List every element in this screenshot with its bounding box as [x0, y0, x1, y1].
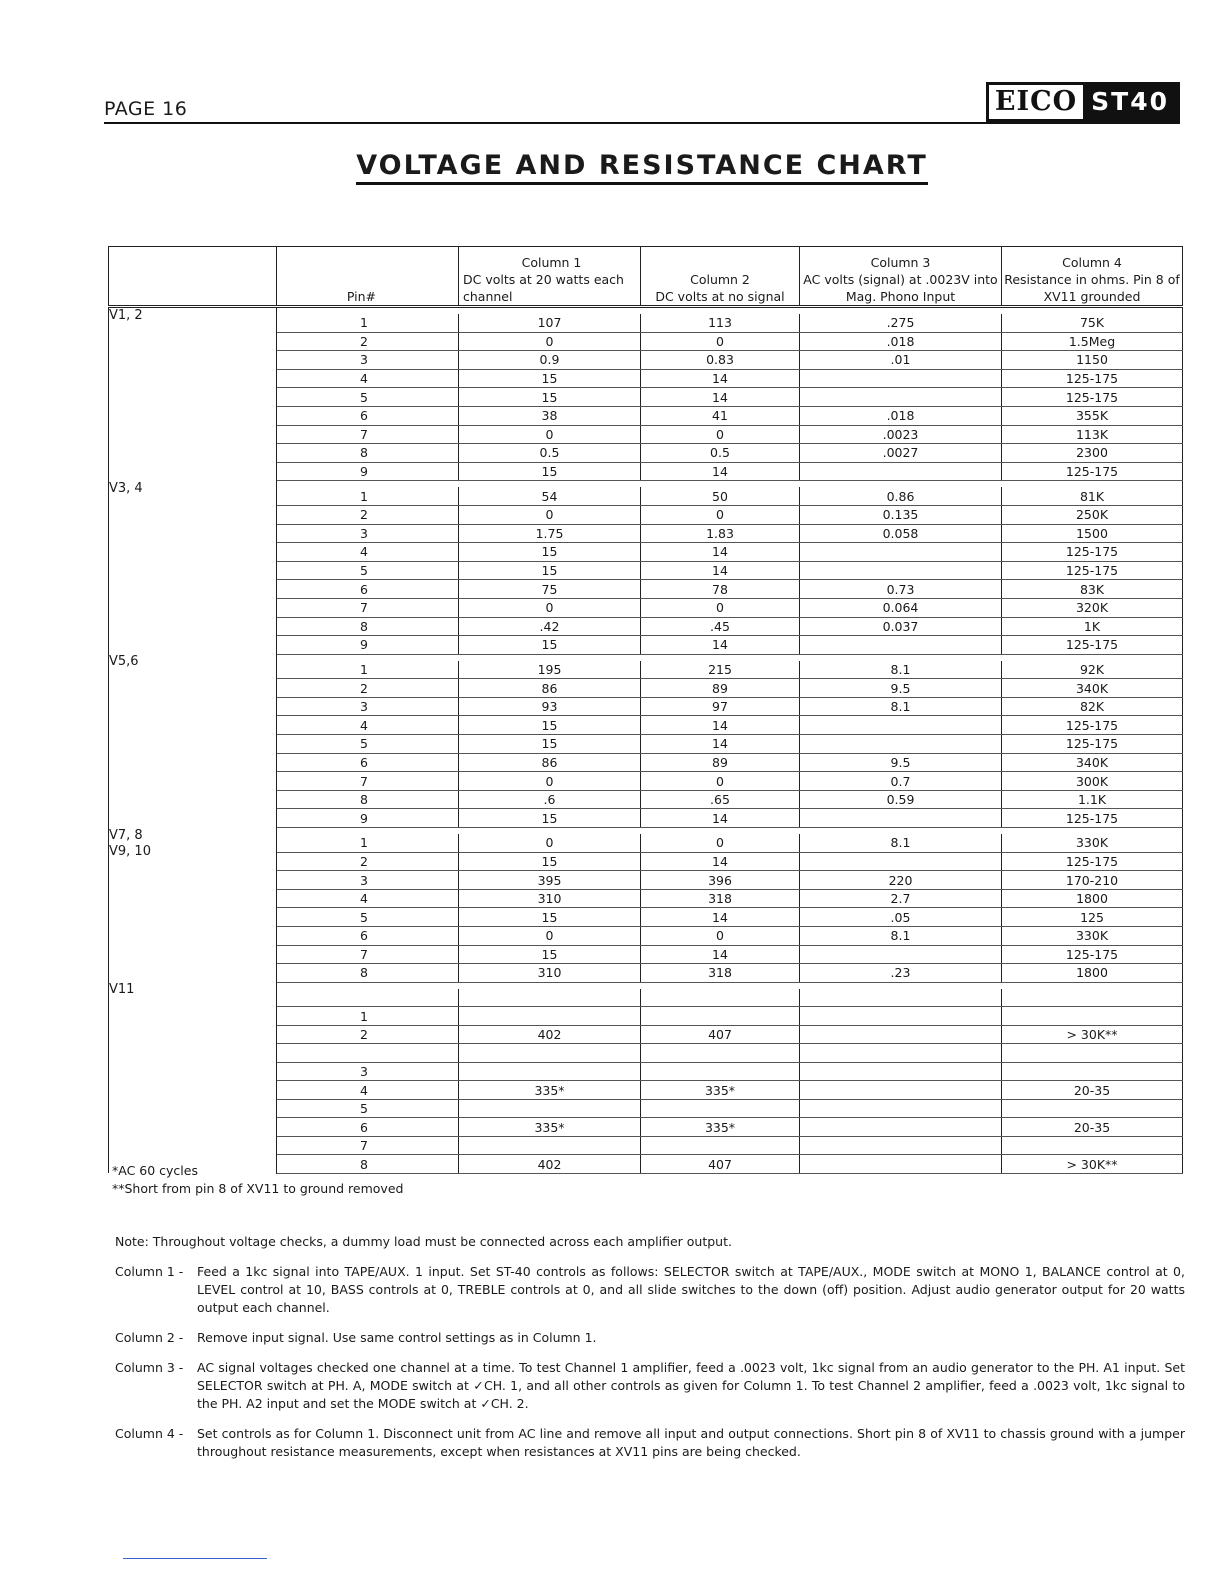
column-2-cell: 14 — [641, 388, 800, 407]
column-4-cell: 125-175 — [1002, 561, 1183, 580]
column-2-cell: 0 — [641, 927, 800, 946]
column-4-cell: > 30K** — [1002, 1025, 1183, 1044]
group-spacer — [109, 307, 1183, 315]
tube-label: V5,6 — [109, 654, 277, 827]
column-3-cell: 8.1 — [800, 927, 1002, 946]
column-4-cell: 20-35 — [1002, 1081, 1183, 1100]
bottom-rule — [123, 1558, 267, 1559]
column-1-cell: 310 — [459, 889, 641, 908]
column-3-cell: .018 — [800, 406, 1002, 425]
column-3-cell: 9.5 — [800, 753, 1002, 772]
pin-cell: 3 — [277, 697, 459, 716]
column-2-cell: 14 — [641, 636, 800, 655]
column-2-cell: 14 — [641, 852, 800, 871]
column-4-cell: 340K — [1002, 679, 1183, 698]
column-3-cell: 8.1 — [800, 834, 1002, 852]
column-4-note-text: Set controls as for Column 1. Disconnect unit from AC line and remove all input and output connections. Short pin 8 of XV11 to chassis ground with a jumper throughout resistance measurements, except when resistances at XV11 pins are being checked. — [197, 1426, 1185, 1459]
column-2-cell: 318 — [641, 889, 800, 908]
column-4-cell: 125-175 — [1002, 735, 1183, 754]
column-1-cell: 15 — [459, 809, 641, 828]
column-4-note — [115, 1425, 1185, 1461]
column-1-cell: 38 — [459, 406, 641, 425]
column-1-cell — [459, 1136, 641, 1155]
column-1-note-label: Column 1 - — [115, 1264, 184, 1279]
tube-label: V7, 8 V9, 10 — [109, 828, 277, 983]
column-3-cell: 220 — [800, 871, 1002, 890]
column-3-cell: 9.5 — [800, 679, 1002, 698]
column-2-cell: 14 — [641, 809, 800, 828]
pin-cell: 7 — [277, 598, 459, 617]
column-4-cell: 330K — [1002, 834, 1183, 852]
column-4-cell: 320K — [1002, 598, 1183, 617]
column-3-cell — [800, 1081, 1002, 1100]
column-2-cell: 14 — [641, 543, 800, 562]
column-2-cell: 14 — [641, 462, 800, 481]
column-4-cell: 1500 — [1002, 524, 1183, 543]
column-1-cell: 1.75 — [459, 524, 641, 543]
column-4-desc: Resistance in ohms. Pin 8 of XV11 grounded — [1004, 272, 1180, 304]
column-1-cell: 0 — [459, 505, 641, 524]
column-3-cell: .01 — [800, 351, 1002, 370]
column-4-cell: 1K — [1002, 617, 1183, 636]
column-4-cell: 82K — [1002, 697, 1183, 716]
column-2-header — [641, 247, 800, 307]
pin-cell: 3 — [277, 524, 459, 543]
column-2-cell: 14 — [641, 735, 800, 754]
pin-cell: 1 — [277, 314, 459, 332]
column-1-cell: .6 — [459, 790, 641, 809]
column-2-cell: 14 — [641, 561, 800, 580]
footnote-ac: *AC 60 cycles — [112, 1163, 198, 1178]
column-3-name: Column 3 — [870, 255, 931, 270]
general-note-text: Note: Throughout voltage checks, a dummy load must be connected across each amplifier output. — [115, 1234, 732, 1249]
pin-cell: 4 — [277, 889, 459, 908]
pin-cell: 4 — [277, 716, 459, 735]
column-1-cell: 93 — [459, 697, 641, 716]
column-3-cell — [800, 716, 1002, 735]
pin-cell — [277, 989, 459, 1007]
column-1-cell: 75 — [459, 580, 641, 599]
column-1-cell — [459, 989, 641, 1007]
column-2-cell: 89 — [641, 753, 800, 772]
column-4-cell: 125-175 — [1002, 388, 1183, 407]
column-3-cell: 0.7 — [800, 772, 1002, 791]
column-1-cell: 395 — [459, 871, 641, 890]
column-3-cell — [800, 1118, 1002, 1137]
pin-cell: 5 — [277, 388, 459, 407]
column-3-cell: 2.7 — [800, 889, 1002, 908]
column-1-cell: .42 — [459, 617, 641, 636]
column-2-cell: 318 — [641, 964, 800, 983]
pin-cell: 7 — [277, 772, 459, 791]
column-1-cell: 0 — [459, 927, 641, 946]
column-1-cell: 86 — [459, 679, 641, 698]
column-1-cell: 402 — [459, 1155, 641, 1174]
column-3-cell — [800, 735, 1002, 754]
column-2-cell: 0.83 — [641, 351, 800, 370]
column-1-note-text: Feed a 1kc signal into TAPE/AUX. 1 input. Set ST-40 controls as follows: SELECTOR switch at TAPE/AUX., MODE switch at MONO 1, BALANCE control at 0, LEVEL control at 10, BASS controls at 0, TREBLE controls at 0, and all slide switches to the down (off) position. Adjust audio generator output for 20 watts output each channel. — [197, 1264, 1185, 1315]
column-2-cell: 0 — [641, 834, 800, 852]
column-3-cell: .05 — [800, 908, 1002, 927]
pin-cell: 2 — [277, 1025, 459, 1044]
column-1-cell: 15 — [459, 636, 641, 655]
column-1-cell: 310 — [459, 964, 641, 983]
column-4-cell: 170-210 — [1002, 871, 1183, 890]
tube-header — [109, 247, 277, 307]
pin-cell: 6 — [277, 927, 459, 946]
column-4-cell: 81K — [1002, 487, 1183, 505]
tube-label: V11 — [109, 982, 277, 1173]
column-2-cell — [641, 1062, 800, 1081]
column-4-cell: 20-35 — [1002, 1118, 1183, 1137]
column-2-cell: 89 — [641, 679, 800, 698]
pin-cell: 4 — [277, 369, 459, 388]
column-1-cell: 0 — [459, 834, 641, 852]
header-rule — [104, 122, 1180, 124]
column-4-cell — [1002, 1099, 1183, 1118]
column-3-cell: .275 — [800, 314, 1002, 332]
footnote-short: **Short from pin 8 of XV11 to ground removed — [112, 1181, 404, 1196]
column-4-cell: 125-175 — [1002, 716, 1183, 735]
column-1-cell: 15 — [459, 945, 641, 964]
column-2-cell: 78 — [641, 580, 800, 599]
column-1-cell — [459, 1062, 641, 1081]
column-3-cell — [800, 989, 1002, 1007]
column-3-cell — [800, 809, 1002, 828]
column-1-cell: 0 — [459, 598, 641, 617]
column-3-cell: .23 — [800, 964, 1002, 983]
column-4-cell: 92K — [1002, 661, 1183, 679]
column-2-cell: 14 — [641, 945, 800, 964]
column-3-header — [800, 247, 1002, 307]
pin-cell: 2 — [277, 679, 459, 698]
column-2-cell: 50 — [641, 487, 800, 505]
column-4-header — [1002, 247, 1183, 307]
column-1-cell: 15 — [459, 908, 641, 927]
page-number: PAGE 16 — [104, 98, 188, 120]
column-3-cell — [800, 636, 1002, 655]
column-2-cell: 0 — [641, 505, 800, 524]
column-2-cell — [641, 1044, 800, 1063]
column-2-cell: 335* — [641, 1118, 800, 1137]
footnotes — [112, 1162, 403, 1198]
pin-cell: 3 — [277, 871, 459, 890]
column-1-cell: 15 — [459, 735, 641, 754]
pin-cell: 8 — [277, 444, 459, 463]
pin-cell: 3 — [277, 1062, 459, 1081]
column-3-cell — [800, 852, 1002, 871]
column-2-cell — [641, 1099, 800, 1118]
pin-cell — [277, 1044, 459, 1063]
column-4-cell: 1.1K — [1002, 790, 1183, 809]
pin-cell: 8 — [277, 1155, 459, 1174]
column-3-cell — [800, 1062, 1002, 1081]
column-3-cell: 0.59 — [800, 790, 1002, 809]
column-3-cell — [800, 1136, 1002, 1155]
column-1-header — [459, 247, 641, 307]
column-4-cell: 1150 — [1002, 351, 1183, 370]
column-1-cell: 335* — [459, 1118, 641, 1137]
pin-cell: 5 — [277, 735, 459, 754]
column-2-cell — [641, 989, 800, 1007]
column-3-cell — [800, 369, 1002, 388]
pin-cell: 6 — [277, 753, 459, 772]
table-body — [109, 307, 1183, 1174]
pin-cell: 2 — [277, 332, 459, 351]
column-1-cell: 15 — [459, 852, 641, 871]
column-3-cell — [800, 1025, 1002, 1044]
pin-cell: 2 — [277, 505, 459, 524]
table-header-row — [109, 247, 1183, 307]
column-4-cell: 125-175 — [1002, 809, 1183, 828]
column-2-cell: 0.5 — [641, 444, 800, 463]
column-3-cell: .0023 — [800, 425, 1002, 444]
column-1-cell: 15 — [459, 369, 641, 388]
column-2-cell: 41 — [641, 406, 800, 425]
column-3-cell — [800, 1007, 1002, 1026]
column-2-cell: 215 — [641, 661, 800, 679]
pin-cell: 7 — [277, 945, 459, 964]
column-3-desc: AC volts (signal) at .0023V into Mag. Phono Input — [803, 272, 998, 304]
column-1-cell: 54 — [459, 487, 641, 505]
column-4-cell: 1.5Meg — [1002, 332, 1183, 351]
pin-cell: 7 — [277, 1136, 459, 1155]
pin-cell: 7 — [277, 425, 459, 444]
column-1-cell: 15 — [459, 561, 641, 580]
column-1-cell: 15 — [459, 543, 641, 562]
column-2-cell: .45 — [641, 617, 800, 636]
pin-header: Pin# — [277, 247, 459, 307]
column-4-cell: 1800 — [1002, 889, 1183, 908]
notes-section — [115, 1233, 1185, 1473]
pin-cell: 1 — [277, 661, 459, 679]
column-1-cell: 15 — [459, 388, 641, 407]
column-2-note-label: Column 2 - — [115, 1330, 184, 1345]
pin-cell: 6 — [277, 580, 459, 599]
pin-cell: 5 — [277, 908, 459, 927]
page-title: VOLTAGE AND RESISTANCE CHART — [104, 150, 1180, 181]
column-2-cell: 1.83 — [641, 524, 800, 543]
column-2-cell: 97 — [641, 697, 800, 716]
pin-cell: 1 — [277, 487, 459, 505]
column-4-cell: 300K — [1002, 772, 1183, 791]
pin-cell: 6 — [277, 1118, 459, 1137]
column-2-cell: 0 — [641, 332, 800, 351]
column-1-cell: 402 — [459, 1025, 641, 1044]
column-1-note — [115, 1263, 1185, 1317]
column-1-cell: 0 — [459, 772, 641, 791]
column-1-cell — [459, 1099, 641, 1118]
tube-label: V3, 4 — [109, 481, 277, 654]
pin-cell: 1 — [277, 1007, 459, 1026]
column-1-cell: 15 — [459, 716, 641, 735]
column-4-cell: 250K — [1002, 505, 1183, 524]
column-2-cell: 14 — [641, 369, 800, 388]
column-3-cell — [800, 388, 1002, 407]
column-2-cell: 407 — [641, 1025, 800, 1044]
column-4-note-label: Column 4 - — [115, 1426, 184, 1441]
column-3-cell — [800, 561, 1002, 580]
column-2-cell: 396 — [641, 871, 800, 890]
column-3-cell: 0.135 — [800, 505, 1002, 524]
column-2-cell: 407 — [641, 1155, 800, 1174]
column-2-cell: 0 — [641, 425, 800, 444]
pin-cell: 8 — [277, 964, 459, 983]
tube-label: V1, 2 — [109, 307, 277, 481]
column-3-cell: .0027 — [800, 444, 1002, 463]
column-2-cell: 113 — [641, 314, 800, 332]
pin-cell: 4 — [277, 1081, 459, 1100]
pin-cell: 5 — [277, 561, 459, 580]
column-4-cell: 355K — [1002, 406, 1183, 425]
column-3-cell: 0.73 — [800, 580, 1002, 599]
eico-logo — [986, 82, 1180, 122]
column-3-cell: .018 — [800, 332, 1002, 351]
column-3-cell: 0.86 — [800, 487, 1002, 505]
column-4-cell: 125-175 — [1002, 945, 1183, 964]
column-4-cell: 125-175 — [1002, 852, 1183, 871]
column-1-cell — [459, 1007, 641, 1026]
column-4-cell: 125-175 — [1002, 369, 1183, 388]
pin-cell: 9 — [277, 462, 459, 481]
column-2-cell: .65 — [641, 790, 800, 809]
column-1-cell: 0.9 — [459, 351, 641, 370]
page-header — [104, 80, 1180, 124]
column-1-cell: 0 — [459, 332, 641, 351]
column-4-cell: 340K — [1002, 753, 1183, 772]
column-4-cell: 2300 — [1002, 444, 1183, 463]
column-4-cell — [1002, 989, 1183, 1007]
column-2-desc: DC volts at no signal — [655, 289, 785, 304]
column-3-cell — [800, 462, 1002, 481]
column-1-cell: 86 — [459, 753, 641, 772]
column-2-cell — [641, 1136, 800, 1155]
column-4-cell — [1002, 1062, 1183, 1081]
column-4-cell — [1002, 1007, 1183, 1026]
column-2-name: Column 2 — [690, 272, 750, 287]
pin-cell: 2 — [277, 852, 459, 871]
column-1-name: Column 1 — [521, 255, 582, 270]
column-1-cell: 15 — [459, 462, 641, 481]
pin-cell: 9 — [277, 809, 459, 828]
column-4-name: Column 4 — [1062, 255, 1122, 270]
pin-cell: 6 — [277, 406, 459, 425]
column-4-cell: 330K — [1002, 927, 1183, 946]
column-2-cell: 14 — [641, 716, 800, 735]
column-1-cell: 107 — [459, 314, 641, 332]
column-4-cell: 125-175 — [1002, 462, 1183, 481]
pin-cell: 5 — [277, 1099, 459, 1118]
column-4-cell: 125-175 — [1002, 636, 1183, 655]
column-1-cell — [459, 1044, 641, 1063]
column-3-cell — [800, 1155, 1002, 1174]
column-3-cell: 0.058 — [800, 524, 1002, 543]
logo-brand: EICO — [989, 85, 1083, 119]
column-3-cell — [800, 945, 1002, 964]
general-note — [115, 1233, 1185, 1251]
pin-cell: 9 — [277, 636, 459, 655]
column-3-cell — [800, 1099, 1002, 1118]
column-3-note-label: Column 3 - — [115, 1360, 184, 1375]
column-1-desc: DC volts at 20 watts each channel — [463, 272, 624, 304]
column-4-cell: 125-175 — [1002, 543, 1183, 562]
pin-cell: 4 — [277, 543, 459, 562]
column-1-cell: 0.5 — [459, 444, 641, 463]
column-3-cell: 0.037 — [800, 617, 1002, 636]
column-2-cell — [641, 1007, 800, 1026]
column-1-cell: 335* — [459, 1081, 641, 1100]
pin-cell: 3 — [277, 351, 459, 370]
column-3-note-text: AC signal voltages checked one channel at a time. To test Channel 1 amplifier, feed a .0023 volt, 1kc signal from an audio generator to the PH. A1 input. Set SELECTOR switch at PH. A, MODE switch at ✓CH. 1, and all other controls as given for Column 1. To test Channel 2 amplifier, feed a .0023 volt, 1kc signal to the PH. A2 input and set the MODE switch at ✓CH. 2. — [197, 1360, 1185, 1411]
voltage-resistance-table — [108, 246, 1183, 1174]
column-3-cell: 8.1 — [800, 661, 1002, 679]
column-1-cell: 195 — [459, 661, 641, 679]
pin-cell: 8 — [277, 617, 459, 636]
column-2-note-text: Remove input signal. Use same control settings as in Column 1. — [197, 1330, 597, 1345]
column-2-cell: 0 — [641, 598, 800, 617]
column-4-cell: 83K — [1002, 580, 1183, 599]
column-3-cell: 0.064 — [800, 598, 1002, 617]
column-2-cell: 14 — [641, 908, 800, 927]
column-4-cell: 113K — [1002, 425, 1183, 444]
logo-model: ST40 — [1083, 85, 1177, 119]
column-2-note — [115, 1329, 1185, 1347]
column-4-cell: 125 — [1002, 908, 1183, 927]
column-2-cell: 335* — [641, 1081, 800, 1100]
column-4-cell — [1002, 1044, 1183, 1063]
column-1-cell: 0 — [459, 425, 641, 444]
column-3-note — [115, 1359, 1185, 1413]
group-spacer-cell — [277, 307, 1183, 315]
column-4-cell: > 30K** — [1002, 1155, 1183, 1174]
pin-cell: 1 — [277, 834, 459, 852]
column-4-cell — [1002, 1136, 1183, 1155]
column-3-cell — [800, 1044, 1002, 1063]
column-4-cell: 1800 — [1002, 964, 1183, 983]
column-3-cell — [800, 543, 1002, 562]
pin-cell: 8 — [277, 790, 459, 809]
column-2-cell: 0 — [641, 772, 800, 791]
column-4-cell: 75K — [1002, 314, 1183, 332]
column-3-cell: 8.1 — [800, 697, 1002, 716]
